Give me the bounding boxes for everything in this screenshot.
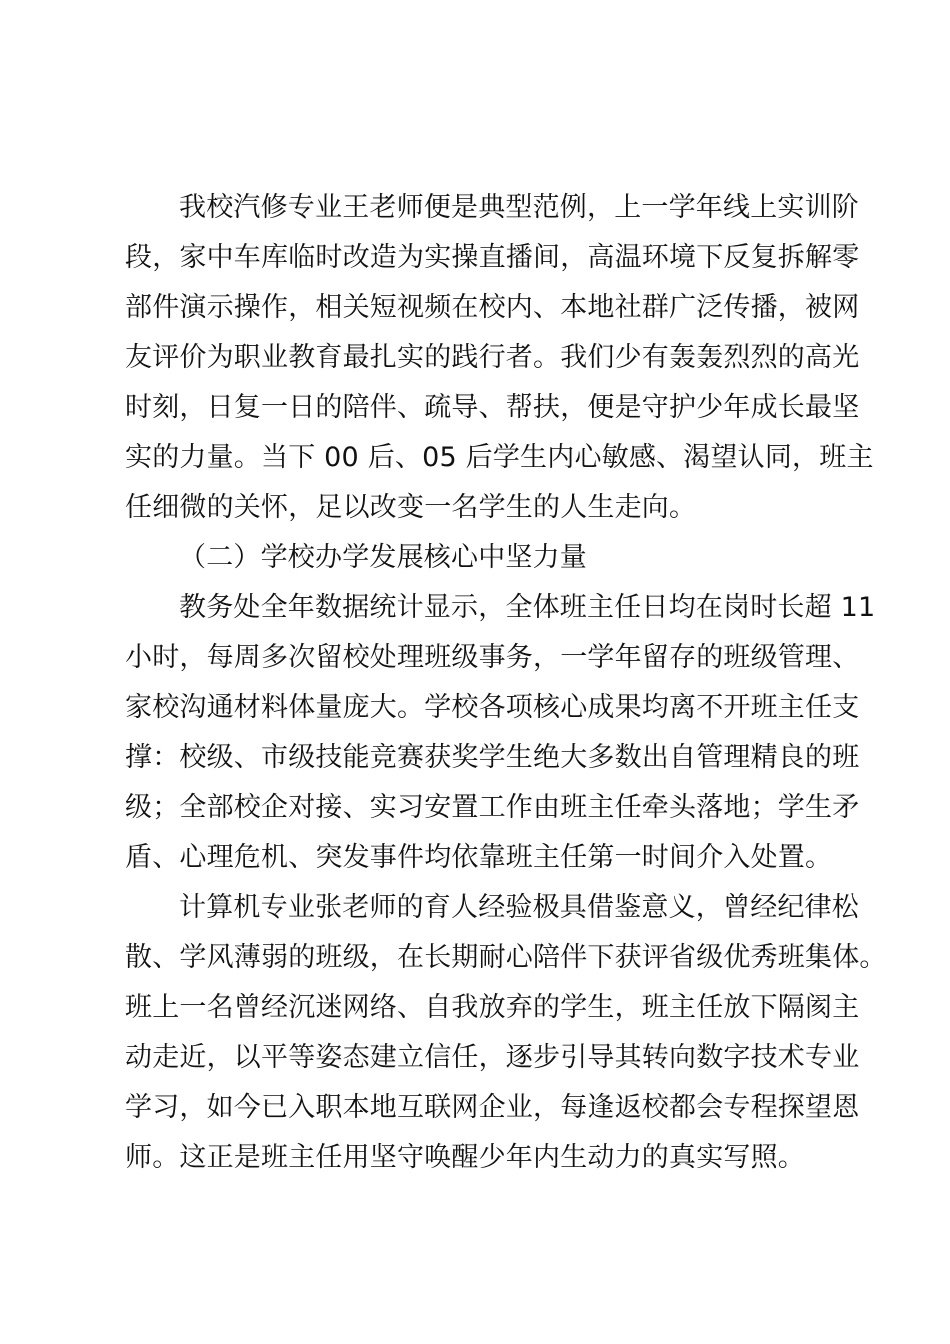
paragraph-2-line-5: 级；全部校企对接、实习安置工作由班主任牵头落地；学生矛 [125, 792, 860, 823]
paragraph-3-line-4: 动走近，以平等姿态建立信任，逐步引导其转向数字技术专业 [125, 1042, 860, 1073]
paragraph-3-line-6: 师。这正是班主任用坚守唤醒少年内生动力的真实写照。 [125, 1142, 805, 1173]
paragraph-2-line-3: 家校沟通材料体量庞大。学校各项核心成果均离不开班主任支 [125, 692, 860, 723]
document-body [125, 183, 887, 1183]
paragraph-2-line-4: 撑：校级、市级技能竞赛获奖学生绝大多数出自管理精良的班 [125, 742, 860, 773]
paragraph-2-line-1: 教务处全年数据统计显示，全体班主任日均在岗时长超 11 [179, 592, 876, 623]
paragraph-3-line-2: 散、学风薄弱的班级，在长期耐心陪伴下获评省级优秀班集体。 [125, 942, 887, 973]
paragraph-1-line-6: 实的力量。当下 00 后、05 后学生内心敏感、渴望认同，班主 [125, 442, 874, 473]
section-heading: （二）学校办学发展核心中坚力量 [179, 542, 587, 573]
paragraph-3-line-5: 学习，如今已入职本地互联网企业，每逢返校都会专程探望恩 [125, 1092, 860, 1123]
paragraph-1-line-1: 我校汽修专业王老师便是典型范例，上一学年线上实训阶 [179, 192, 859, 223]
paragraph-1-line-3: 部件演示操作，相关短视频在校内、本地社群广泛传播，被网 [125, 292, 860, 323]
paragraph-1-line-7: 任细微的关怀，足以改变一名学生的人生走向。 [125, 492, 697, 523]
paragraph-3-line-1: 计算机专业张老师的育人经验极具借鉴意义，曾经纪律松 [179, 892, 859, 923]
paragraph-1-line-4: 友评价为职业教育最扎实的践行者。我们少有轰轰烈烈的高光 [125, 342, 860, 373]
paragraph-3-line-3: 班上一名曾经沉迷网络、自我放弃的学生，班主任放下隔阂主 [125, 992, 860, 1023]
paragraph-1-line-5: 时刻，日复一日的陪伴、疏导、帮扶，便是守护少年成长最坚 [125, 392, 860, 423]
paragraph-2-line-2: 小时，每周多次留校处理班级事务，一学年留存的班级管理、 [125, 642, 860, 673]
paragraph-1-line-2: 段，家中车库临时改造为实操直播间，高温环境下反复拆解零 [125, 242, 860, 273]
paragraph-2-line-6: 盾、心理危机、突发事件均依靠班主任第一时间介入处置。 [125, 842, 833, 873]
